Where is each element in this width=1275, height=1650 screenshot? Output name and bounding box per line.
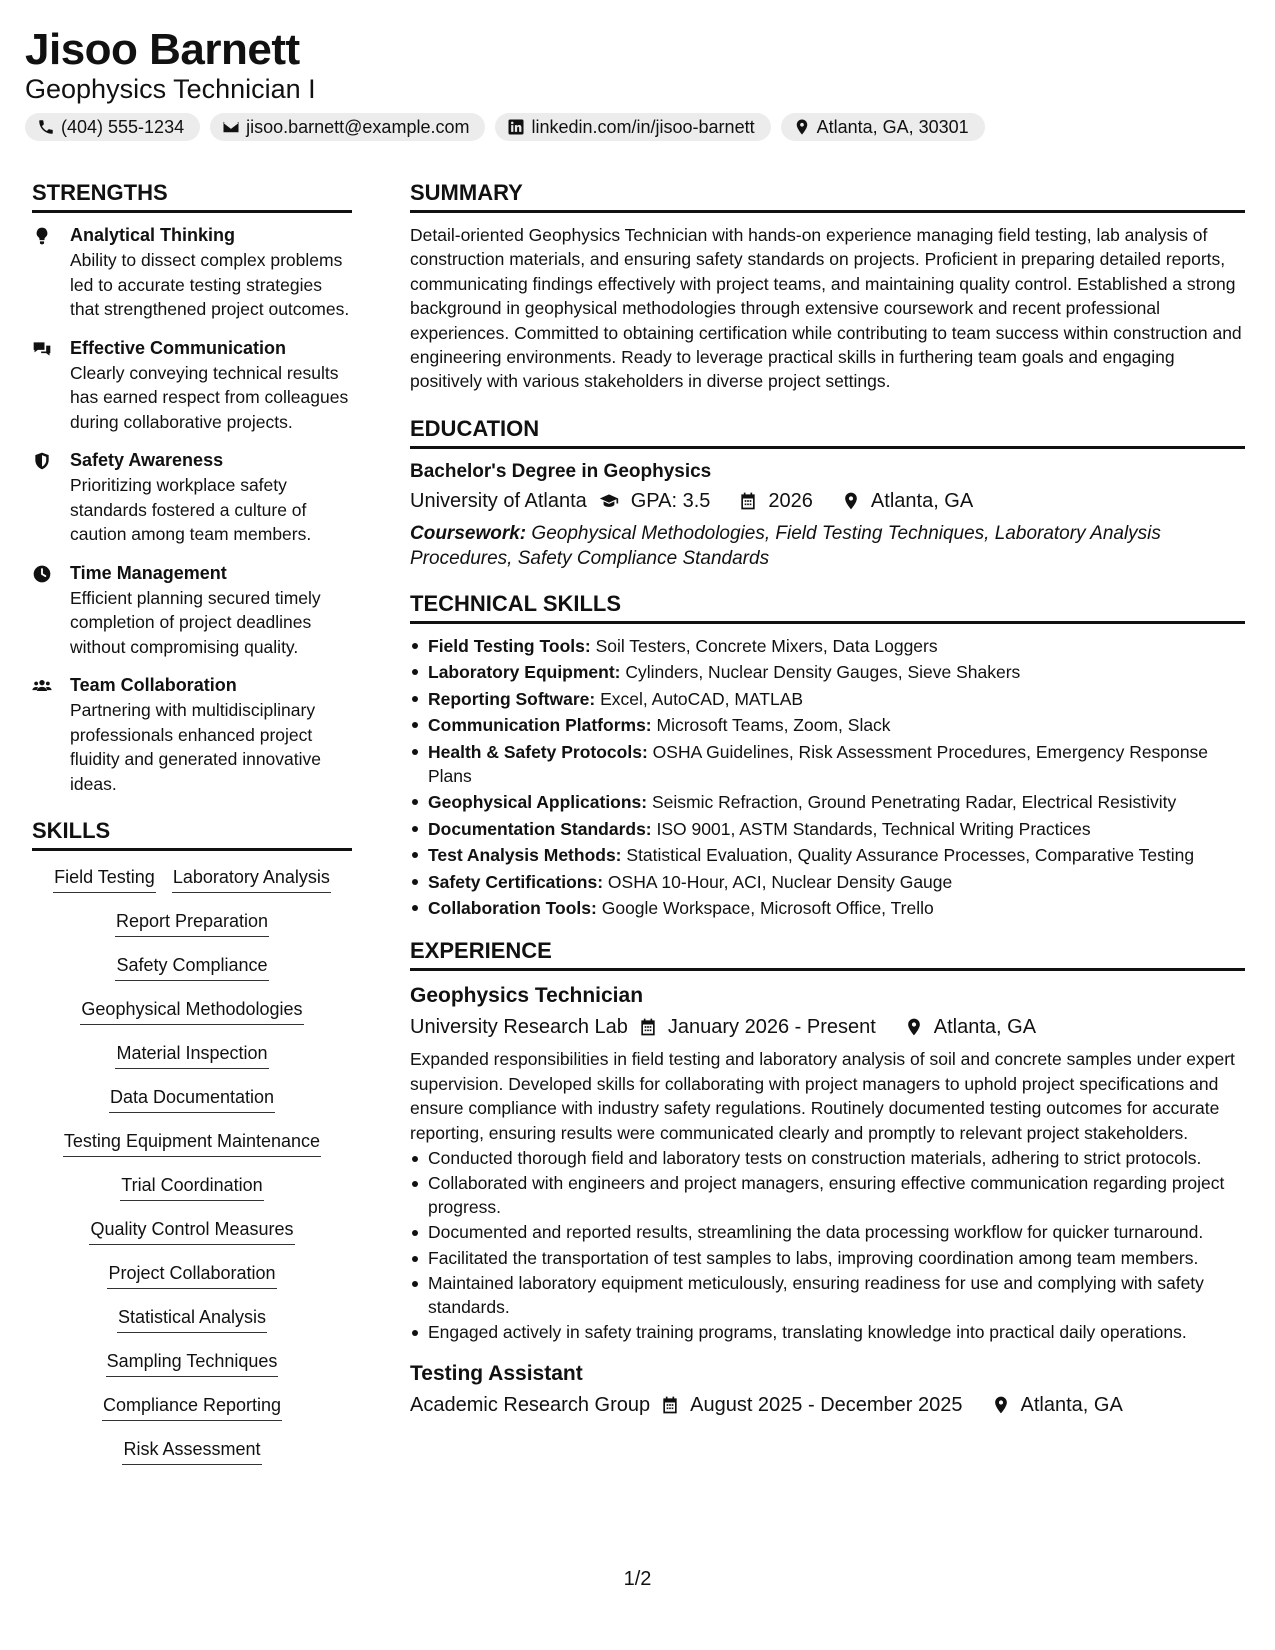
contact-linkedin-text: linkedin.com/in/jisoo-barnett bbox=[531, 116, 755, 137]
strength-title: Effective Communication bbox=[70, 337, 287, 358]
summary-heading: SUMMARY bbox=[410, 178, 1245, 213]
left-column bbox=[32, 178, 352, 1465]
strength-item bbox=[32, 336, 352, 435]
skill-tag: Quality Control Measures bbox=[89, 1217, 294, 1245]
chat-bubbles-icon bbox=[32, 339, 52, 359]
contact-location bbox=[781, 113, 985, 141]
skill-tag: Sampling Techniques bbox=[106, 1349, 279, 1377]
skills-heading: SKILLS bbox=[32, 816, 352, 851]
technical-skill-item: Geophysical Applications: Seismic Refraction, Ground Penetrating Radar, Electrical Resistivity bbox=[410, 790, 1245, 814]
job-title: Testing Assistant bbox=[410, 1361, 583, 1385]
technical-skill-item: Collaboration Tools: Google Workspace, Microsoft Office, Trello bbox=[410, 896, 1245, 920]
technical-skills-list bbox=[410, 634, 1245, 921]
clock-icon bbox=[32, 564, 52, 584]
job-bullet: Collaborated with engineers and project managers, ensuring effective communication regarding project progress. bbox=[410, 1172, 1245, 1219]
experience-heading: EXPERIENCE bbox=[410, 936, 1245, 971]
envelope-icon bbox=[222, 118, 240, 136]
education-location: Atlanta, GA bbox=[870, 489, 974, 512]
technical-skill-item: Safety Certifications: OSHA 10-Hour, ACI, Nuclear Density Gauge bbox=[410, 870, 1245, 894]
job-org: University Research Lab bbox=[410, 1016, 628, 1039]
calendar-icon bbox=[638, 1017, 658, 1037]
contact-linkedin[interactable] bbox=[495, 113, 770, 141]
technical-skill-item: Field Testing Tools: Soil Testers, Concrete Mixers, Data Loggers bbox=[410, 634, 1245, 658]
calendar-icon bbox=[660, 1395, 680, 1415]
education-gpa: GPA: 3.5 bbox=[630, 489, 711, 512]
job-bullet: Maintained laboratory equipment meticulously, ensuring readiness for use and complying with safety standards. bbox=[410, 1272, 1245, 1319]
strength-item bbox=[32, 448, 352, 547]
education-degree: Bachelor's Degree in Geophysics bbox=[410, 460, 712, 482]
technical-skill-item: Laboratory Equipment: Cylinders, Nuclear Density Gauges, Sieve Shakers bbox=[410, 660, 1245, 684]
contact-location-text: Atlanta, GA, 30301 bbox=[816, 116, 969, 137]
job-location: Atlanta, GA bbox=[1020, 1393, 1123, 1416]
job-dates: August 2025 - December 2025 bbox=[690, 1393, 963, 1416]
technical-skill-item: Test Analysis Methods: Statistical Evaluation, Quality Assurance Processes, Comparative Testing bbox=[410, 843, 1245, 867]
page-number: 1/2 bbox=[623, 1568, 652, 1590]
right-column bbox=[410, 178, 1245, 1421]
shield-icon bbox=[32, 451, 52, 471]
coursework-label: Coursework: bbox=[410, 522, 527, 544]
strength-title: Time Management bbox=[70, 562, 227, 583]
location-pin-icon bbox=[991, 1395, 1011, 1415]
users-icon bbox=[32, 676, 52, 696]
contact-phone[interactable] bbox=[25, 113, 200, 141]
technical-skill-item: Documentation Standards: ISO 9001, ASTM Standards, Technical Writing Practices bbox=[410, 817, 1245, 841]
strength-title: Team Collaboration bbox=[70, 675, 237, 695]
graduation-cap-icon bbox=[597, 491, 621, 511]
skill-tag: Report Preparation bbox=[115, 909, 269, 937]
skill-tag: Project Collaboration bbox=[107, 1261, 276, 1289]
job-dates: January 2026 - Present bbox=[667, 1016, 876, 1039]
technical-skill-item: Health & Safety Protocols: OSHA Guidelines, Risk Assessment Procedures, Emergency Response Plans bbox=[410, 740, 1245, 788]
strength-title: Analytical Thinking bbox=[70, 225, 236, 245]
skill-tag: Field Testing bbox=[53, 865, 156, 893]
education-year: 2026 bbox=[768, 489, 813, 512]
strength-item bbox=[32, 223, 352, 322]
strength-desc: Efficient planning secured timely completion of project deadlines without compromising quality. bbox=[70, 587, 321, 657]
skill-tag: Safety Compliance bbox=[115, 953, 268, 981]
job-meta bbox=[410, 1389, 1245, 1421]
skill-tag: Geophysical Methodologies bbox=[80, 997, 303, 1025]
strength-item bbox=[32, 673, 352, 796]
phone-icon bbox=[37, 118, 55, 136]
summary-text: Detail-oriented Geophysics Technician with hands-on experience managing field testing, lab analysis of construction materials, and ensuring safety standards on projects. Proficient in preparing detailed reports, communicating findings effectively with project teams, and maintaining quality control. Established a strong background in geophysical methodologies through extensive coursework and recent professional experiences. Committed to obtaining certification while contributing to team success within construction and engineering environments. Ready to leverage practical skills in furthering team goals and engaging positively with various stakeholders in diverse project settings. bbox=[410, 225, 1242, 392]
job-bullet: Facilitated the transportation of test samples to labs, improving coordination among team members. bbox=[410, 1247, 1245, 1271]
strength-title: Safety Awareness bbox=[70, 450, 224, 470]
contact-email-text: jisoo.barnett@example.com bbox=[246, 116, 470, 137]
education-heading: EDUCATION bbox=[410, 414, 1245, 449]
candidate-name: Jisoo Barnett bbox=[25, 25, 300, 74]
job-bullet: Documented and reported results, streamlining the data processing workflow for quicker turnaround. bbox=[410, 1221, 1245, 1245]
strength-desc: Ability to dissect complex problems led to accurate testing strategies that strengthened project outcomes. bbox=[70, 250, 350, 319]
calendar-icon bbox=[738, 491, 758, 511]
strength-item bbox=[32, 561, 352, 660]
lightbulb-icon bbox=[32, 226, 52, 246]
strength-desc: Prioritizing workplace safety standards fostered a culture of caution among team members. bbox=[70, 475, 312, 544]
job-bullets bbox=[410, 1147, 1245, 1345]
education-meta bbox=[410, 485, 1245, 517]
education-school: University of Atlanta bbox=[410, 489, 587, 512]
skill-tag: Statistical Analysis bbox=[117, 1305, 267, 1333]
skill-tag: Trial Coordination bbox=[120, 1173, 263, 1201]
location-pin-icon bbox=[904, 1017, 924, 1037]
skill-tag: Material Inspection bbox=[115, 1041, 268, 1069]
technical-skill-item: Communication Platforms: Microsoft Teams, Zoom, Slack bbox=[410, 713, 1245, 737]
linkedin-icon bbox=[507, 118, 525, 136]
skill-tag: Laboratory Analysis bbox=[172, 865, 331, 893]
skill-tag: Data Documentation bbox=[109, 1085, 275, 1113]
contact-phone-text: (404) 555-1234 bbox=[61, 116, 185, 137]
job-org: Academic Research Group bbox=[410, 1393, 651, 1416]
location-pin-icon bbox=[793, 118, 811, 136]
job-description: Expanded responsibilities in field testing and laboratory analysis of soil and concrete samples under expert supervision. Developed skills for collaborating with project managers to uphold project specifications and ensure compliance with industry safety regulations. Routinely documented testing outcomes for accurate reporting, ensuring results were communicated clearly and promptly to relevant project stakeholders. bbox=[410, 1049, 1235, 1143]
skills-list bbox=[32, 861, 352, 1465]
job-meta bbox=[410, 1011, 1245, 1043]
skill-tag: Testing Equipment Maintenance bbox=[63, 1129, 321, 1157]
job-entry bbox=[410, 981, 1245, 1345]
job-title: Geophysics Technician bbox=[410, 984, 644, 1008]
candidate-title: Geophysics Technician I bbox=[25, 74, 316, 104]
job-entry bbox=[410, 1359, 1245, 1421]
skill-tag: Risk Assessment bbox=[122, 1437, 261, 1465]
technical-skills-heading: TECHNICAL SKILLS bbox=[410, 589, 1245, 624]
job-location: Atlanta, GA bbox=[933, 1016, 1037, 1039]
strength-desc: Partnering with multidisciplinary professionals enhanced project fluidity and generated innovative ideas. bbox=[70, 700, 322, 794]
coursework-list: Geophysical Methodologies, Field Testing Techniques, Laboratory Analysis Procedures, Safety Compliance Standards bbox=[410, 522, 1161, 569]
contact-bar bbox=[25, 113, 985, 141]
job-bullet: Conducted thorough field and laboratory tests on construction materials, adhering to strict protocols. bbox=[410, 1147, 1245, 1171]
location-pin-icon bbox=[841, 491, 861, 511]
strength-desc: Clearly conveying technical results has earned respect from colleagues during collaborative projects. bbox=[70, 362, 349, 432]
education-coursework bbox=[410, 521, 1245, 571]
job-bullet: Engaged actively in safety training programs, translating knowledge into practical daily operations. bbox=[410, 1321, 1245, 1345]
contact-email[interactable] bbox=[210, 113, 485, 141]
skill-tag: Compliance Reporting bbox=[102, 1393, 282, 1421]
strengths-heading: STRENGTHS bbox=[32, 178, 352, 213]
technical-skill-item: Reporting Software: Excel, AutoCAD, MATLAB bbox=[410, 687, 1245, 711]
